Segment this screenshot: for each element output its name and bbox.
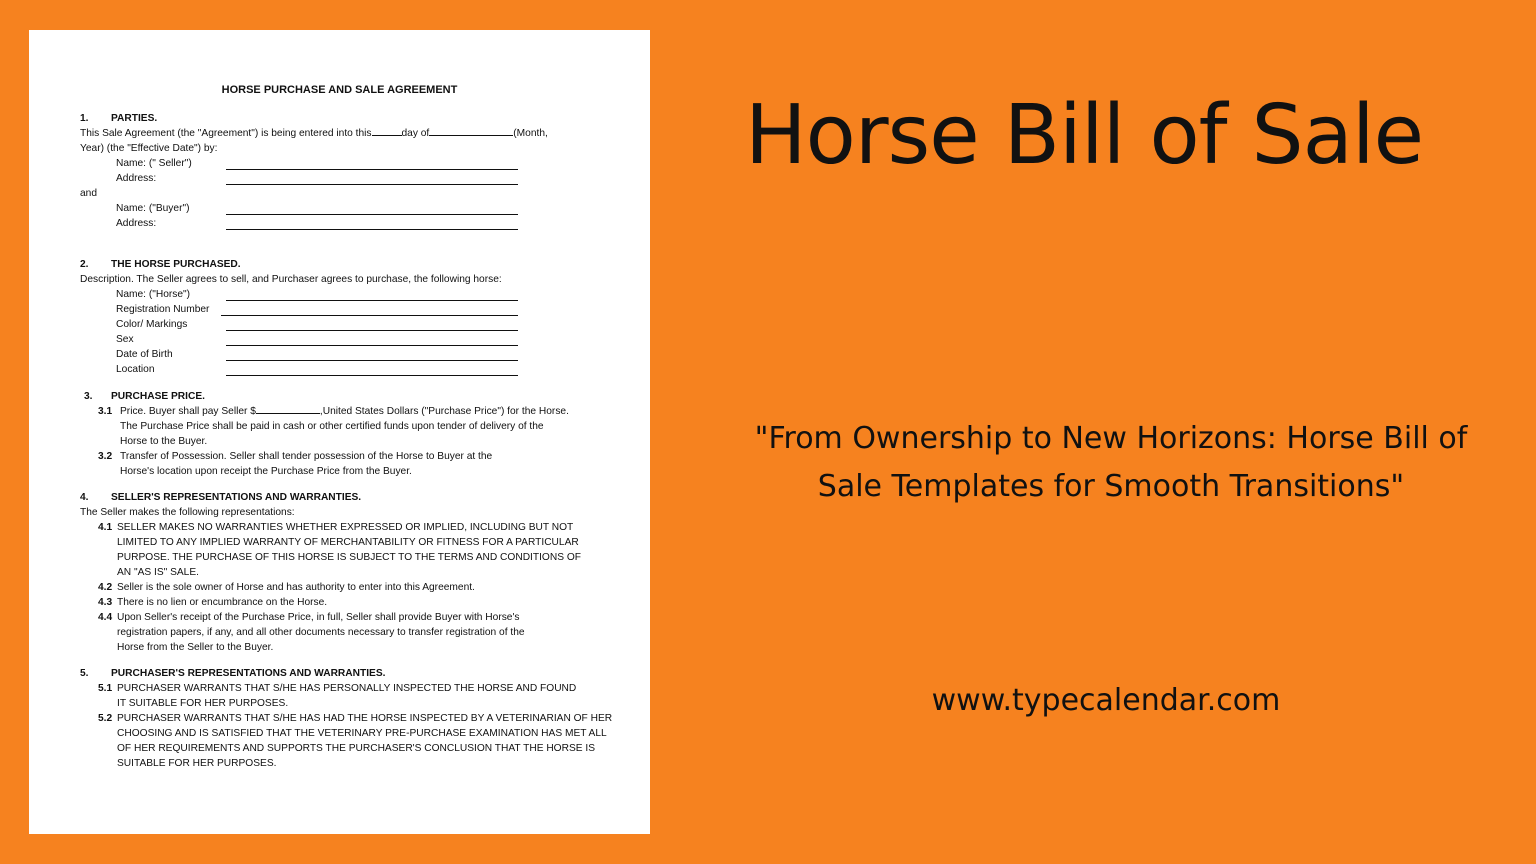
horse-field-label: Sex xyxy=(116,334,134,345)
clause-4-4-line-2: registration papers, if any, and all other documents necessary to transfer registration of the xyxy=(117,627,525,638)
clause-4-1-line-1: SELLER MAKES NO WARRANTIES WHETHER EXPRESSED OR IMPLIED, INCLUDING BUT NOT xyxy=(117,522,574,533)
clause-3-2-line-1: Transfer of Possession. Seller shall tender possession of the Horse to Buyer at the xyxy=(120,451,493,462)
clause-3-1-line-1: Price. Buyer shall pay Seller $ ,United States Dollars ("Purchase Price") for the Horse. xyxy=(120,406,569,417)
clause-4-4-line-1: Upon Seller's receipt of the Purchase Price, in full, Seller shall provide Buyer with Horse's xyxy=(117,612,520,623)
clause-5-2-line-1: PURCHASER WARRANTS THAT S/HE HAS HAD THE HORSE INSPECTED BY A VETERINARIAN OF HER xyxy=(117,713,613,724)
section-5-heading: PURCHASER'S REPRESENTATIONS AND WARRANTIES. xyxy=(111,668,386,679)
section-2-heading: THE HORSE PURCHASED. xyxy=(111,259,241,270)
clause-number: 4.3 xyxy=(98,597,113,608)
section-4-heading: SELLER'S REPRESENTATIONS AND WARRANTIES. xyxy=(111,492,362,503)
section-1-heading: PARTIES. xyxy=(111,113,158,124)
seller-name-blank xyxy=(226,158,518,170)
section-2-description: Description. The Seller agrees to sell, and Purchaser agrees to purchase, the following horse: xyxy=(80,274,502,285)
document-title: HORSE PURCHASE AND SALE AGREEMENT xyxy=(221,84,458,96)
clause-4-4-line-3: Horse from the Seller to the Buyer. xyxy=(117,642,274,653)
clause-3-2-line-2: Horse's location upon receipt the Purchase Price from the Buyer. xyxy=(120,466,412,477)
clause-5-1-line-1: PURCHASER WARRANTS THAT S/HE HAS PERSONALLY INSPECTED THE HORSE AND FOUND xyxy=(117,683,577,694)
section-4-number: 4. xyxy=(80,492,89,503)
horse-field-blank xyxy=(226,349,518,361)
seller-address-label: Address: xyxy=(116,173,157,184)
horse-field-blank xyxy=(226,319,518,331)
clause-5-2-line-3: OF HER REQUIREMENTS AND SUPPORTS THE PURCHASER'S CONCLUSION THAT THE HORSE IS xyxy=(117,743,596,754)
section-4-intro: The Seller makes the following representations: xyxy=(80,507,295,518)
horse-field-blank xyxy=(226,334,518,346)
seller-name-label: Name: (" Seller") xyxy=(116,158,192,169)
clause-5-2-line-2: CHOOSING AND IS SATISFIED THAT THE VETERINARY PRE-PURCHASE EXAMINATION HAS MET ALL xyxy=(117,728,607,739)
clause-3-1-line-3: Horse to the Buyer. xyxy=(120,436,208,447)
horse-field-blank xyxy=(226,289,518,301)
clause-3-1-line-2: The Purchase Price shall be paid in cash or other certified funds upon tender of delivery of the xyxy=(120,421,544,432)
horse-field-blank xyxy=(226,364,518,376)
clause-number: 5.2 xyxy=(98,713,113,724)
section-1-number: 1. xyxy=(80,113,89,124)
section-3-heading: PURCHASE PRICE. xyxy=(111,391,205,402)
horse-field-label: Date of Birth xyxy=(116,349,173,360)
tagline-quote: "From Ownership to New Horizons: Horse Bill of Sale Templates for Smooth Transitions" xyxy=(754,421,1468,504)
clause-number: 4.4 xyxy=(98,612,113,623)
section-3-number: 3. xyxy=(84,391,93,402)
seller-address-blank xyxy=(226,173,518,185)
clause-4-1-line-3: PURPOSE. THE PURCHASE OF THIS HORSE IS SUBJECT TO THE TERMS AND CONDITIONS OF xyxy=(117,552,581,563)
clause-4-1-line-2: LIMITED TO ANY IMPLIED WARRANTY OF MERCHANTABILITY OR FITNESS FOR A PARTICULAR xyxy=(117,537,579,548)
horse-field-label: Name: ("Horse") xyxy=(116,289,191,300)
buyer-name-blank xyxy=(226,203,518,215)
horse-field-blank xyxy=(221,304,518,316)
clause-number: 4.1 xyxy=(98,522,113,533)
clause-4-3: There is no lien or encumbrance on the Horse. xyxy=(117,597,328,608)
section-1-intro-line-2: Year) (the "Effective Date") by: xyxy=(80,143,218,154)
clause-5-1-line-2: IT SUITABLE FOR HER PURPOSES. xyxy=(117,698,289,709)
buyer-name-label: Name: ("Buyer") xyxy=(116,203,190,214)
clause-number: 3.2 xyxy=(98,451,113,462)
clause-4-1-line-4: AN "AS IS" SALE. xyxy=(117,567,199,578)
horse-field-label: Registration Number xyxy=(116,304,210,315)
page-title: Horse Bill of Sale xyxy=(745,88,1424,183)
clause-number: 4.2 xyxy=(98,582,113,593)
clause-number: 3.1 xyxy=(98,406,113,417)
clause-4-2: Seller is the sole owner of Horse and has authority to enter into this Agreement. xyxy=(117,582,475,593)
buyer-address-blank xyxy=(226,218,518,230)
clause-number: 5.1 xyxy=(98,683,113,694)
section-2-number: 2. xyxy=(80,259,89,270)
document-preview xyxy=(29,30,650,834)
horse-field-label: Location xyxy=(116,364,155,375)
horse-field-label: Color/ Markings xyxy=(116,319,188,330)
website-url: www.typecalendar.com xyxy=(931,683,1281,718)
clause-5-2-line-4: SUITABLE FOR HER PURPOSES. xyxy=(117,758,277,769)
and-text: and xyxy=(80,188,97,199)
buyer-address-label: Address: xyxy=(116,218,157,229)
section-1-intro-line: This Sale Agreement (the "Agreement") is being entered into this day of (Month, xyxy=(80,128,548,139)
section-5-number: 5. xyxy=(80,668,89,679)
